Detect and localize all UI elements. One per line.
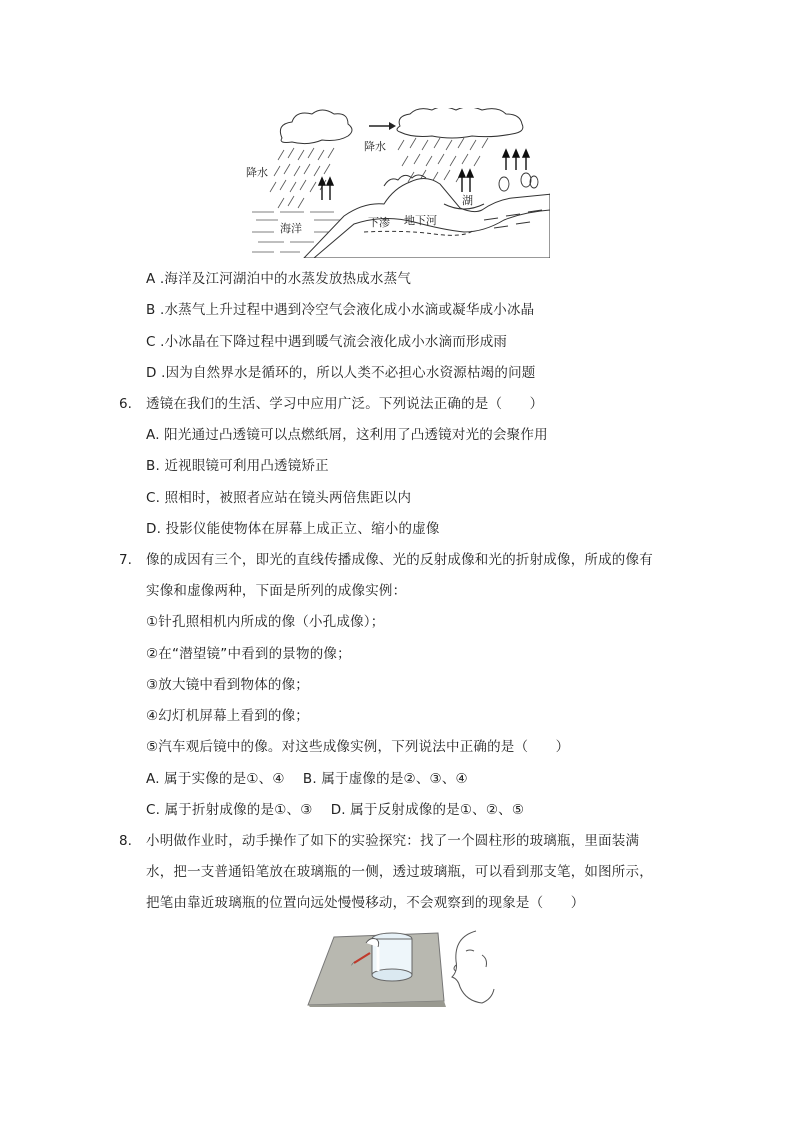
label-ocean: 海洋: [280, 222, 302, 235]
q6-stem: 透镜在我们的生活、学习中应用广泛。下列说法正确的是（ ）: [146, 396, 544, 412]
q5-option-c: C .小冰晶在下降过程中遇到暖气流会液化成小水滴而形成雨: [146, 334, 508, 350]
q6-option-c: C. 照相时，被照者应站在镜头两倍焦距以内: [146, 490, 412, 506]
q7-item-5: ⑤汽车观后镜中的像。对这些成像实例，下列说法中正确的是（ ）: [146, 739, 570, 755]
q6-option-a: A. 阳光通过凸透镜可以点燃纸屑，这利用了凸透镜对光的会聚作用: [146, 427, 548, 443]
q5-option-a: A .海洋及江河湖泊中的水蒸发放热成水蒸气: [146, 271, 412, 287]
q7-item-2: ②在“潜望镜”中看到的景物的像；: [146, 646, 351, 662]
transpiration-arrows: [503, 150, 529, 170]
q7-item-3: ③放大镜中看到物体的像；: [146, 677, 310, 693]
q6-option-b: B. 近视眼镜可利用凸透镜矫正: [146, 458, 329, 474]
label-lake: 湖: [462, 194, 473, 207]
q7-stem-line2: 实像和虚像两种，下面是所列的成像实例：: [146, 583, 407, 599]
q7-options-row2: C. 属于折射成像的是①、③ D. 属于反射成像的是①、②、⑤: [146, 802, 525, 818]
q8-number: 8.: [119, 833, 132, 849]
right-cloud: [397, 108, 523, 138]
water-cycle-diagram: [244, 108, 550, 258]
label-rain-left: 降水: [246, 166, 268, 179]
label-rain-right: 降水: [364, 140, 386, 153]
q6-number: 6.: [119, 396, 132, 412]
observer-face-icon: [452, 931, 494, 1003]
wind-arrow: [369, 122, 396, 130]
q7-number: 7.: [119, 552, 132, 568]
q7-stem-line1: 像的成因有三个，即光的直线传播成像、光的反射成像和光的折射成像，所成的像有: [146, 552, 653, 568]
q5-option-d: D .因为自然界水是循环的，所以人类不必担心水资源枯竭的问题: [146, 365, 536, 381]
label-underground-river: 地下河: [404, 214, 437, 227]
left-rain: [270, 148, 334, 208]
bottle-pencil-figure: [306, 925, 496, 1007]
q7-item-4: ④幻灯机屏幕上看到的像；: [146, 708, 310, 724]
right-rain: [398, 138, 488, 182]
left-cloud: [280, 110, 352, 144]
q7-item-1: ①针孔照相机内所成的像（小孔成像）；: [146, 614, 385, 630]
q6-option-d: D. 投影仪能使物体在屏幕上成正立、缩小的虚像: [146, 521, 440, 537]
q8-stem-line3: 把笔由靠近玻璃瓶的位置向远处慢慢移动，不会观察到的现象是（ ）: [146, 895, 585, 911]
q8-stem-line2: 水，把一支普通铅笔放在玻璃瓶的一侧，透过玻璃瓶，可以看到那支笔，如图所示，: [146, 864, 653, 880]
q5-option-b: B .水蒸气上升过程中遇到冷空气会液化成小水滴或凝华成小冰晶: [146, 302, 535, 318]
q7-options-row1: A. 属于实像的是①、④ B. 属于虚像的是②、③、④: [146, 771, 468, 787]
evaporation-arrows-left: [319, 178, 333, 200]
evaporation-arrows-lake: [459, 170, 473, 192]
q8-stem-line1: 小明做作业时，动手操作了如下的实验探究：找了一个圆柱形的玻璃瓶，里面装满: [146, 833, 640, 849]
label-seepage: 下渗: [368, 216, 390, 229]
trees: [499, 173, 538, 191]
